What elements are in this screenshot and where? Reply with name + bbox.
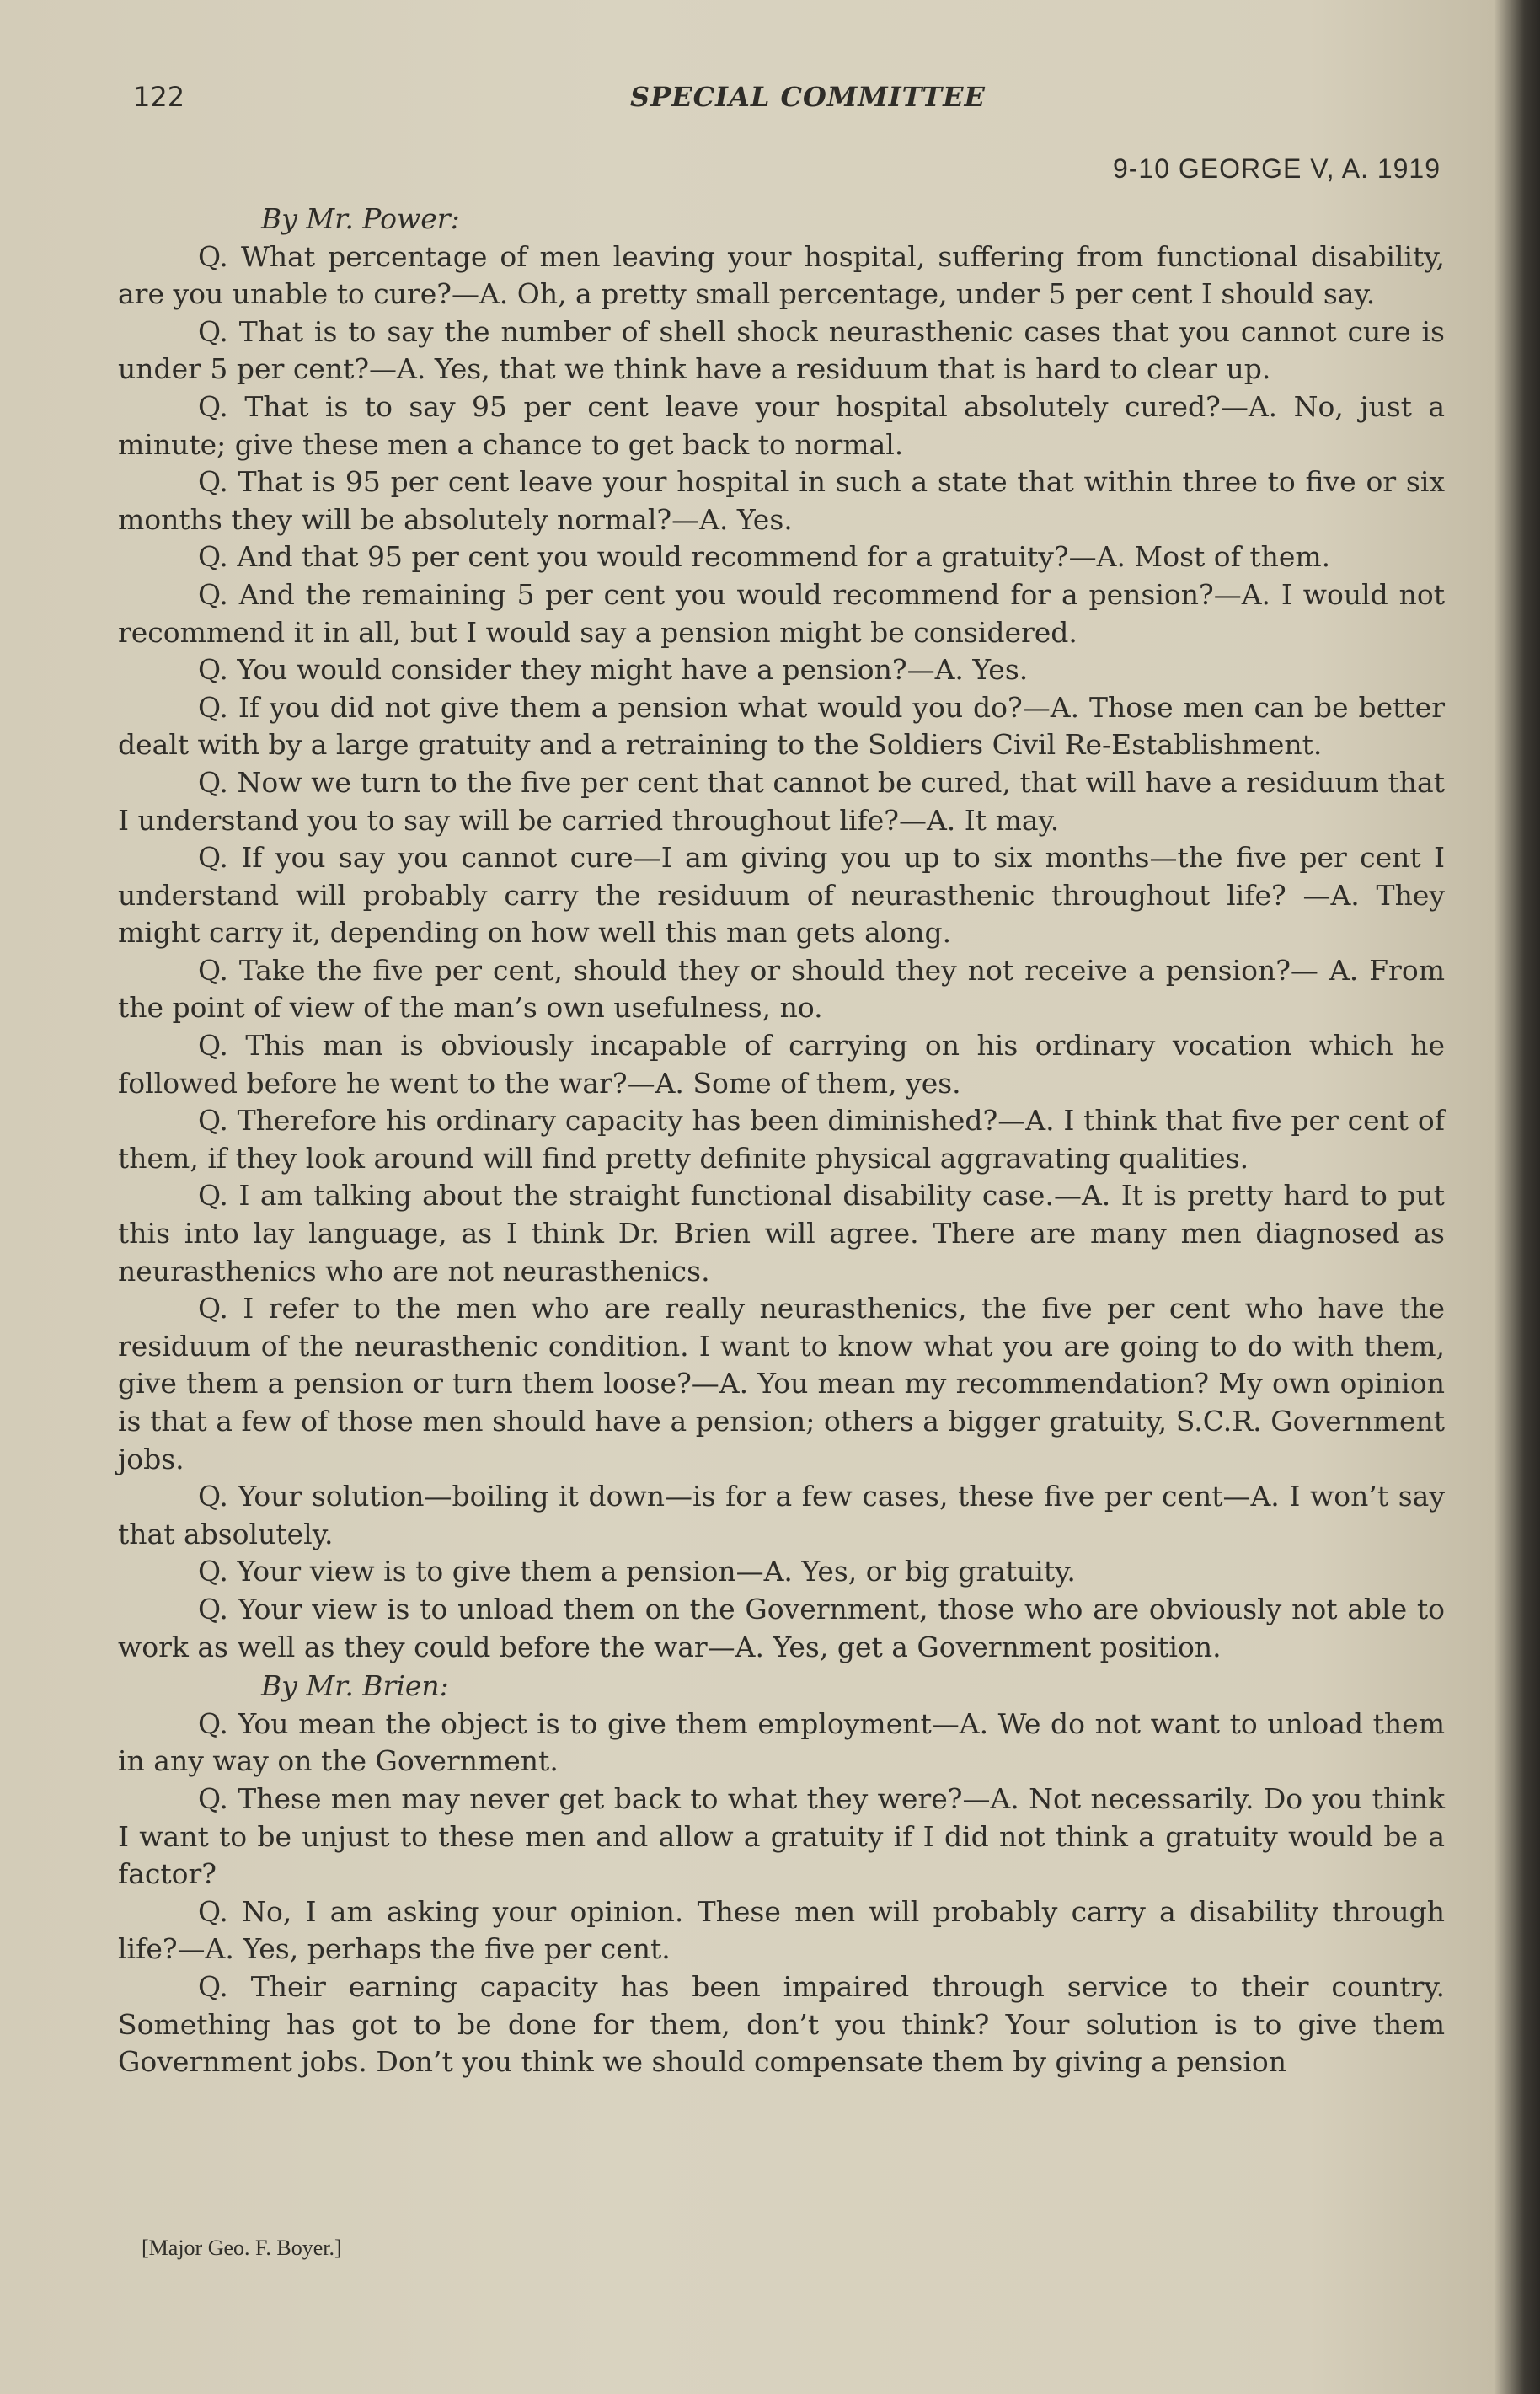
paragraph: Q. You would consider they might have a pension?—A. Yes. — [198, 653, 1029, 687]
paragraph: Q. I refer to the men who are really neurasthenics, the five per cent who have the residuum of the neurasthenic condition. I want to know what you are going to do with them, give them a pension or turn them loose?—A. You mean my recommendation? My own opinion is that a few of those men should have a pension; others a bigger gratuity, S.C.R. Government jobs. — [118, 1292, 1445, 1475]
page-header — [133, 81, 1456, 115]
session-label: 9-10 GEORGE V, A. 1919 — [1112, 153, 1441, 184]
running-title: SPECIAL COMMITTEE — [630, 81, 986, 113]
paragraph: Q. Your solution—boiling it down—is for a few cases, these five per cent—A. I won’t say that absolutely. — [118, 1480, 1445, 1550]
speaker-heading: By Mr. Brien: — [261, 1669, 449, 1703]
paragraph: Q. What percentage of men leaving your hospital, suffering from functional disability, are you unable to cure?—A. Oh, a pretty small percentage, under 5 per cent I should say. — [118, 239, 1445, 311]
paragraph: Q. Your view is to unload them on the Government, those who are obviously not able to work as well as they could before the war—A. Yes, get a Government position. — [118, 1592, 1445, 1663]
paragraph: Q. Your view is to give them a pension—A. Yes, or big gratuity. — [198, 1555, 1076, 1588]
paragraph: Q. That is 95 per cent leave your hospital in such a state that within three to five or six months they will be absolutely normal?—A. Yes. — [118, 465, 1445, 536]
paragraph: Q. If you say you cannot cure—I am giving you up to six months—the five per cent I understand will probably carry the residuum of neurasthenic throughout life? —A. They might carry it, depending on how well this man gets along. — [118, 841, 1445, 950]
paragraph: Q. If you did not give them a pension what would you do?—A. Those men can be better dealt with by a large gratuity and a retraining to the Soldiers Civil Re-Establishment. — [118, 690, 1445, 762]
paragraph: Q. Their earning capacity has been impaired through service to their country. Something has got to be done for them, don’t you think? Your solution is to give them Government jobs. Don’t you think we should compensate them by giving a pension — [118, 1969, 1445, 2079]
speaker-heading: By Mr. Power: — [261, 202, 460, 235]
paragraph: Q. Now we turn to the five per cent that cannot be cured, that will have a residuum that I understand you to say will be carried throughout life?—A. It may. — [118, 765, 1445, 837]
paragraph: Q. This man is obviously incapable of carrying on his ordinary vocation which he followed before he went to the war?—A. Some of them, yes. — [118, 1029, 1445, 1100]
paragraph: Q. These men may never get back to what they were?—A. Not necessarily. Do you think I want to be unjust to these men and allow a gratuity if I did not think a gratuity would be a factor? — [118, 1781, 1445, 1891]
paragraph: Q. No, I am asking your opinion. These men will probably carry a disability through life?—A. Yes, perhaps the five per cent. — [118, 1894, 1445, 1966]
paragraph: Q. Therefore his ordinary capacity has been diminished?—A. I think that five per cent of them, if they look around will find pretty definite physical aggravating qualities. — [118, 1104, 1445, 1175]
page-number: 122 — [133, 81, 185, 113]
witness-footer: [Major Geo. F. Boyer.] — [142, 2236, 342, 2260]
paragraph: Q. That is to say 95 per cent leave your hospital absolutely cured?—A. No, just a minute; give these men a chance to get back to normal. — [118, 389, 1445, 461]
paragraph: Q. That is to say the number of shell shock neurasthenic cases that you cannot cure is under 5 per cent?—A. Yes, that we think have a residuum that is hard to clear up. — [118, 314, 1445, 386]
paragraph: Q. And the remaining 5 per cent you would recommend for a pension?—A. I would not recommend it in all, but I would say a pension might be considered. — [118, 577, 1445, 649]
paragraph: Q. Take the five per cent, should they or should they not receive a pension?— A. From the point of view of the man’s own usefulness, no. — [118, 953, 1445, 1025]
paragraph: Q. I am talking about the straight functional disability case.—A. It is pretty hard to put this into lay language, as I think Dr. Brien will agree. There are many men diagnosed as neurasthenics who are not neurasthenics. — [118, 1179, 1445, 1288]
paragraph: Q. You mean the object is to give them employment—A. We do not want to unload them in any way on the Government. — [118, 1706, 1445, 1778]
transcript-body — [118, 199, 1445, 2081]
paragraph: Q. And that 95 per cent you would recommend for a gratuity?—A. Most of them. — [198, 540, 1331, 574]
